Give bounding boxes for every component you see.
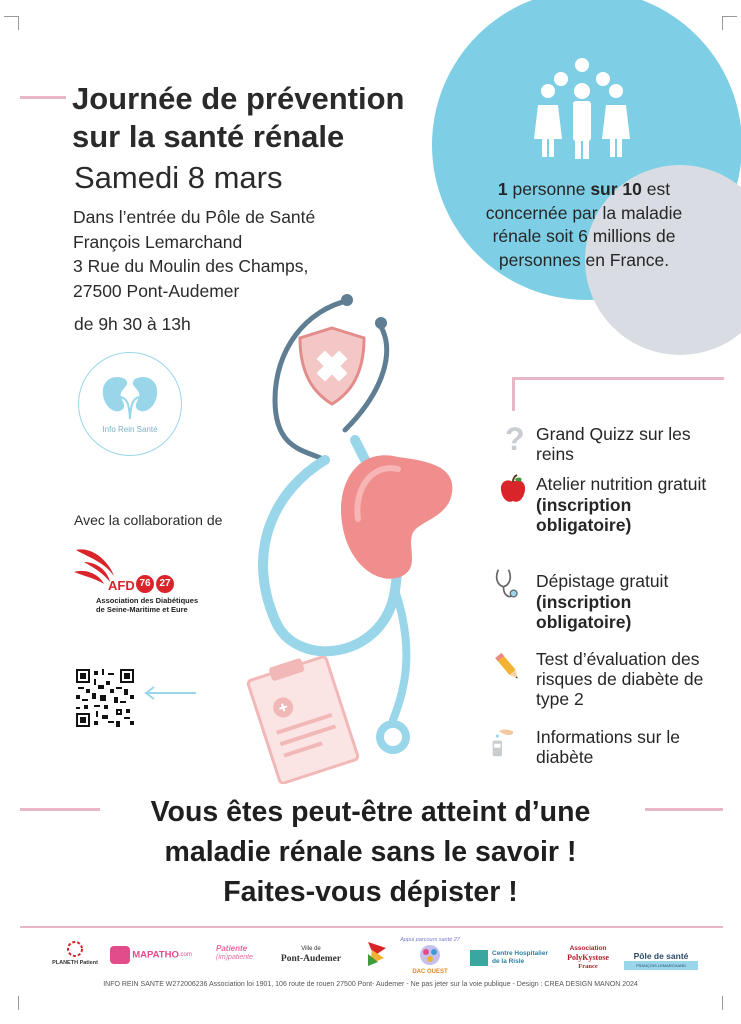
partner-centre-hospitalier <box>470 950 552 966</box>
stat-text <box>462 178 706 272</box>
partner-name: France <box>578 963 598 970</box>
collaboration-label: Avec la collaboration de <box>74 512 223 528</box>
slogan <box>0 792 741 912</box>
crop-mark <box>723 16 737 17</box>
dac-logo-icon <box>419 944 441 966</box>
apple-icon <box>499 472 527 506</box>
centre-hospitalier-logo-icon <box>470 950 488 966</box>
partner-name: de la Risle <box>492 958 525 965</box>
address-line: Dans l’entrée du Pôle de Santé <box>73 207 316 227</box>
activities-top-divider <box>512 377 724 380</box>
activity-item-nutrition <box>536 474 726 535</box>
mapatho-logo-icon <box>110 946 130 964</box>
pencil-icon <box>494 650 522 684</box>
event-hours: de 9h 30 à 13h <box>74 314 191 334</box>
flag-icon <box>366 940 388 968</box>
partner-flag-logo <box>366 940 388 968</box>
partner-name: PolyKystose <box>567 953 609 962</box>
partner-name: Pôle de santé <box>633 951 689 961</box>
partner-polykystose <box>560 944 616 971</box>
crop-mark <box>722 16 723 30</box>
title-line: sur la santé rénale <box>72 119 345 154</box>
partner-name: Patiente <box>216 944 248 953</box>
planeth-logo-icon <box>66 940 84 958</box>
stat-text-part: est concernée par la maladie rénale soit 6 millions de personnes en France. <box>485 179 683 270</box>
question-icon <box>500 420 528 454</box>
event-address <box>73 205 373 303</box>
crop-mark <box>4 16 18 17</box>
address-line: 3 Rue du Moulin des Champs, <box>73 256 309 276</box>
activities-side-divider <box>512 377 515 411</box>
afd-text: AFD <box>108 578 135 593</box>
footer-legal: INFO REIN SANTE W272006236 Association loi 1901, 106 route de rouen 27500 Pont- Audemer - Ne pas jeter sur la voie publique - Design : CREA DESIGN MANON 2024 <box>103 981 638 988</box>
afd-27-badge: 27 <box>156 575 174 593</box>
partner-name: FRANÇOIS LEMARCHAND <box>624 961 698 970</box>
address-line: François Lemarchand <box>73 231 243 252</box>
event-date: Samedi 8 mars <box>74 160 283 195</box>
activity-note: (inscription obligatoire) <box>536 592 632 632</box>
svg-text:?: ? <box>505 421 525 454</box>
activity-item-diabetes-test <box>536 649 706 709</box>
crop-mark <box>18 16 19 30</box>
activity-item-diabetes-info <box>536 727 706 767</box>
stat-ratio: sur 10 <box>590 179 642 199</box>
people-icon <box>528 55 636 163</box>
partner-pole-sante <box>624 952 698 970</box>
partner-mapatho <box>110 946 206 964</box>
activity-label: Dépistage gratuit <box>536 571 669 591</box>
kidneys-icon <box>99 373 161 421</box>
title-line: Journée de prévention <box>72 81 405 116</box>
header-divider <box>20 96 66 99</box>
partner-name: Pont-Audemer <box>280 954 342 964</box>
afd-line: de Seine-Maritime et Eure <box>96 605 188 614</box>
qr-code-graphic <box>76 669 134 727</box>
activity-item-screening <box>536 571 726 632</box>
partner-name: Centre Hospitalier <box>492 950 548 957</box>
shield-icon <box>296 326 368 406</box>
partner-name-suffix: .com <box>178 952 192 958</box>
activity-label: Atelier nutrition gratuit <box>536 474 707 494</box>
partner-name: MAPATHO <box>132 949 179 961</box>
activity-note: (inscription obligatoire) <box>536 495 632 535</box>
partner-name: Ville de <box>301 946 321 952</box>
crop-mark <box>722 996 723 1010</box>
crop-mark <box>18 996 19 1010</box>
kidney-icon <box>338 453 456 585</box>
stat-text-part: personne <box>507 179 591 199</box>
stat-number: 1 <box>497 179 508 199</box>
partner-name: Association <box>569 945 607 952</box>
afd-line: Association des Diabétiques <box>96 596 199 605</box>
logo-label: Info Rein Santé <box>102 425 158 434</box>
activity-label: Informations sur le diabète <box>536 727 680 767</box>
partners-divider <box>20 926 723 928</box>
partner-pont-audemer <box>272 944 350 964</box>
slogan-line: Vous êtes peut-être atteint d’une <box>150 796 591 828</box>
partner-dac-ouest <box>400 936 460 976</box>
partner-name: (im)patiente <box>216 954 253 961</box>
qr-code[interactable] <box>76 669 134 727</box>
activity-item-quiz <box>536 424 726 464</box>
partner-planeth <box>50 940 100 966</box>
slogan-line: Faites-vous dépister ! <box>223 876 518 908</box>
hand-info-icon <box>488 726 516 760</box>
address-line: 27500 Pont-Audemer <box>73 280 240 301</box>
stethoscope-icon <box>492 568 520 602</box>
slogan-line: maladie rénale sans le savoir ! <box>164 836 577 868</box>
page-title <box>72 80 452 156</box>
partner-name: DAC OUEST <box>412 969 448 975</box>
activity-label: Grand Quizz sur les reins <box>536 424 691 464</box>
partner-name: PLANETH Patient <box>52 960 98 966</box>
afd-logo <box>74 544 214 614</box>
activity-label: Test d’évaluation des risques de diabète de type 2 <box>536 649 704 709</box>
clipboard-icon <box>244 656 362 784</box>
afd-76-badge: 76 <box>136 575 154 593</box>
info-rein-sante-logo <box>78 352 182 456</box>
partner-name: Appui parcours santé 27 <box>400 937 460 943</box>
partner-patiente <box>216 944 266 962</box>
arrow-left-icon <box>142 685 198 701</box>
